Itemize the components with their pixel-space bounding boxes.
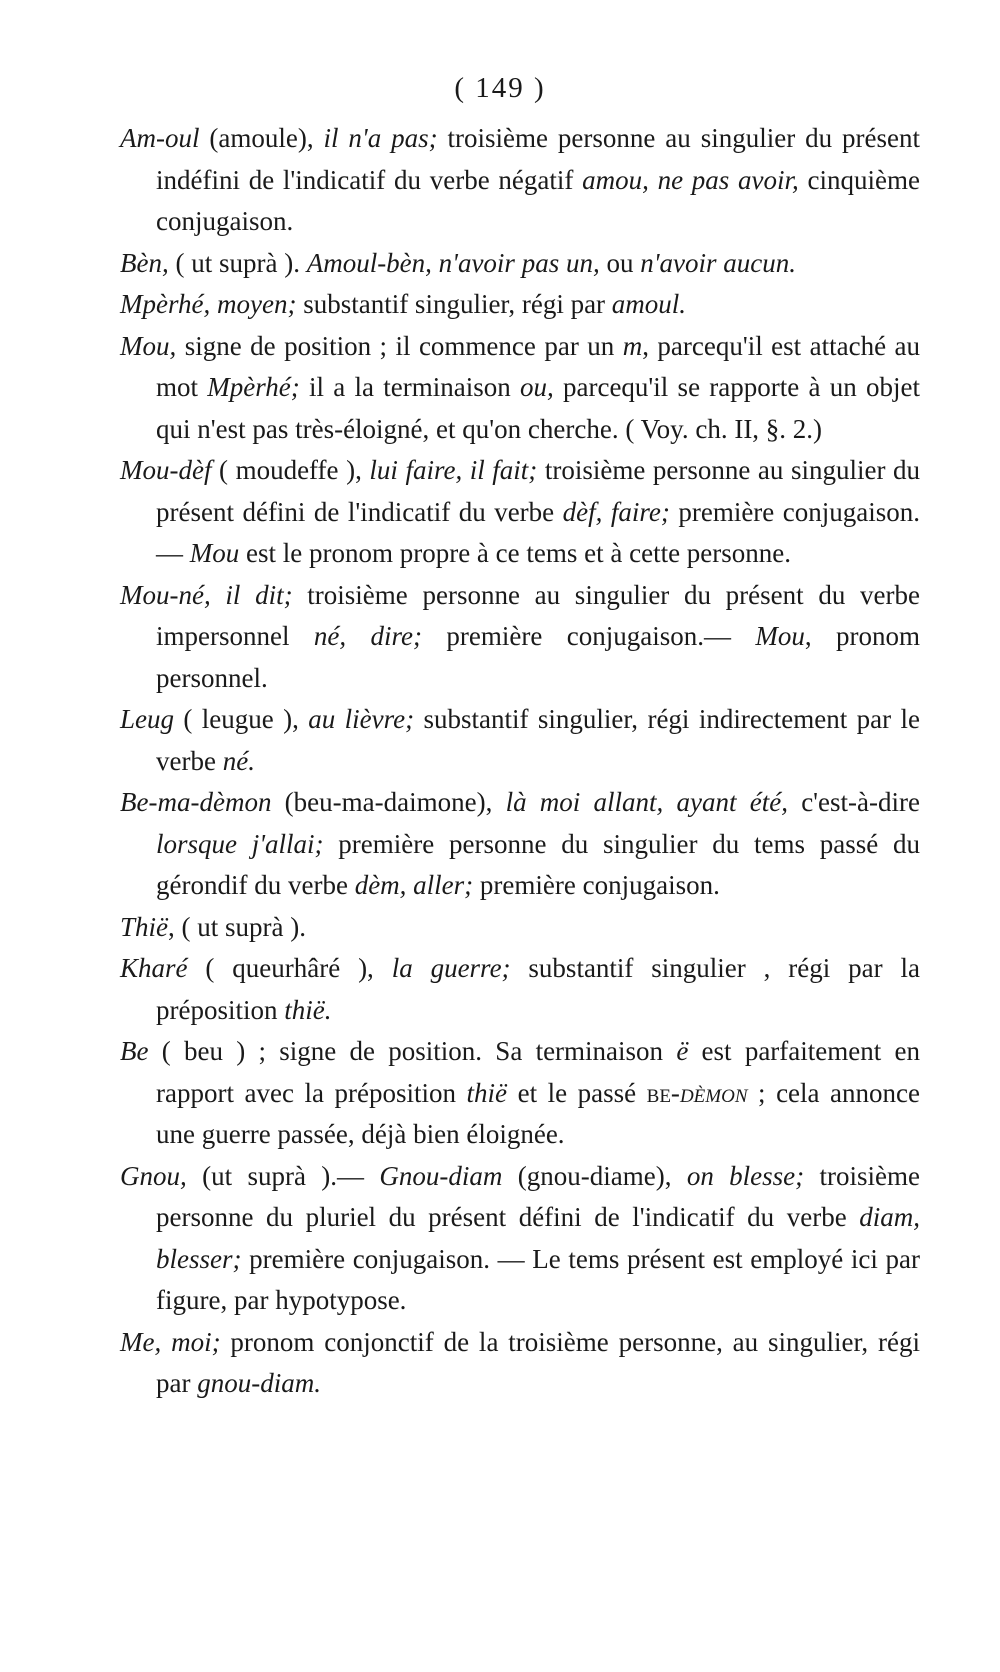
entry-text: ou [599,247,641,278]
entry-text: , parcequ'il est attaché au mot [156,330,920,402]
entry-text: première conjugaison.— [422,621,756,651]
entry-text: Gnou-diam [379,1160,503,1191]
entry-text: première conjugaison. [473,870,720,900]
entry-headword: Thië [120,911,169,942]
entry-headword: Am-oul [120,123,200,153]
entry-text: (ut suprà ).— [186,1160,380,1191]
entry-headword: Bèn, [120,247,169,278]
entry-text: lui faire, il fait; [369,455,538,485]
glossary-entry [120,699,920,782]
entry-text: lorsque j'allai; [156,828,324,859]
glossary-entry [120,1156,920,1322]
entry-headword: Be [120,1036,149,1066]
entry-text: (beu-ma-daimone), [271,787,506,817]
entry-text: né. [222,745,255,776]
entry-text: dèf, faire; [562,496,670,527]
entry-text: là moi allant, ayant été, [505,787,788,817]
entry-text: il a la terminaison [299,372,520,402]
entry-headword: Leug [120,704,174,734]
entry-text: dèm, aller; [354,870,474,900]
entry-text: première conjugaison. — [156,496,920,568]
entry-text: signe de position ; il commence par un [176,330,623,361]
entry-text: be- [646,1077,680,1108]
entry-text: pronom conjonctif de la troisième personne, au singulier, régi par [156,1326,921,1398]
page-number: ( 149 ) [454,72,546,104]
entry-text: ou, [519,372,554,402]
entry-text: n'avoir aucun. [640,247,796,278]
entry-text: Amoul-bèn, n'avoir pas un, [306,247,600,278]
glossary-entry [120,782,920,907]
entry-text: substantif singulier, régi indirectement par le verbe [156,704,920,776]
entry-text: né, dire; [313,621,422,651]
entry-headword: Mou-dèf [120,455,212,485]
entry-text: troisième personne au singulier du présent du verbe impersonnel [156,579,920,651]
entry-headword: Be-ma-dèmon [120,787,272,817]
glossary-entry [120,575,920,700]
entry-headword: Kharé [120,953,188,983]
entry-text: troisième personne du pluriel du présent défini de l'indicatif du verbe [156,1160,921,1232]
entry-text: m [622,330,643,361]
glossary-entry [120,450,920,575]
entry-text: dèmon [679,1077,748,1108]
glossary-entry [120,948,920,1031]
entry-text: Mou [189,538,240,568]
entry-text: Mpèrhé; [207,372,300,402]
glossary-entry [120,326,920,451]
entry-text: gnou-diam. [197,1368,321,1398]
glossary-entry [120,1322,920,1405]
entry-text: c'est-à-dire [787,787,920,817]
entry-text: (amoule), [199,123,324,153]
entry-text: on blesse; [686,1160,805,1191]
glossary-entry [120,118,920,243]
entry-text: et le passé [507,1077,647,1108]
entry-text: ë [676,1036,689,1066]
entry-text: parcequ'il se rapporte à un objet qui n'est pas très-éloigné, et qu'on cherche. ( Voy. ch. II, §. 2.) [156,372,920,444]
entry-text: thië [466,1077,508,1108]
entry-text: est le pronom propre à ce tems et à cette personne. [239,538,792,568]
entry-text: diam, blesser; [156,1202,920,1274]
entry-text: Mou [755,621,805,651]
entry-headword: Mpèrhé, moyen; [120,289,297,319]
entry-text: troisième personne au singulier du présent défini de l'indicatif du verbe [156,455,920,527]
entry-text: (gnou-diame), [502,1160,687,1191]
entry-text: première personne du singulier du tems passé du gérondif du verbe [156,828,920,900]
entry-text: amoul. [611,289,687,319]
entry-text: la guerre; [391,953,511,983]
entry-headword: Mou-né, il dit; [120,579,293,610]
entry-text: substantif singulier, régi par [296,289,612,319]
entry-headword: Me, moi; [120,1326,221,1357]
glossary-entry [120,243,920,285]
entry-text: , ( ut suprà ). [168,911,306,942]
entry-text: première conjugaison. — Le tems présent est employé ici par figure, par hypotypose. [156,1243,920,1315]
glossary-entry [120,1031,920,1156]
entry-text: ( leugue ), [174,704,309,734]
entry-text: ( moudeffe ), [211,455,370,485]
entry-text: au lièvre; [308,704,415,734]
entry-text: ( beu ) ; signe de position. Sa terminaison [148,1036,677,1066]
entry-text: , pronom personnel. [156,621,920,693]
entry-text: cinquième conjugaison. [156,164,920,236]
entry-text: ; cela annonce une guerre passée, déjà bien éloignée. [156,1077,921,1149]
entry-text: ( queurhâré ), [187,953,392,983]
entry-headword: Mou, [120,330,177,361]
entry-text: amou, ne pas avoir, [582,164,799,195]
glossary-entry [120,284,920,326]
text-body [120,118,920,1405]
entry-text: thië. [284,994,332,1025]
entry-headword: Gnou, [120,1160,187,1191]
entry-text: troisième personne au singulier du présent indéfini de l'indicatif du verbe négatif [156,123,920,195]
entry-text: substantif singulier , régi par la préposition [156,953,920,1025]
glossary-entry [120,907,920,949]
entry-text: ( ut suprà ). [168,247,307,278]
entry-text: il n'a pas; [323,123,438,153]
entry-text: est parfaitement en rapport avec la préposition [156,1036,920,1108]
